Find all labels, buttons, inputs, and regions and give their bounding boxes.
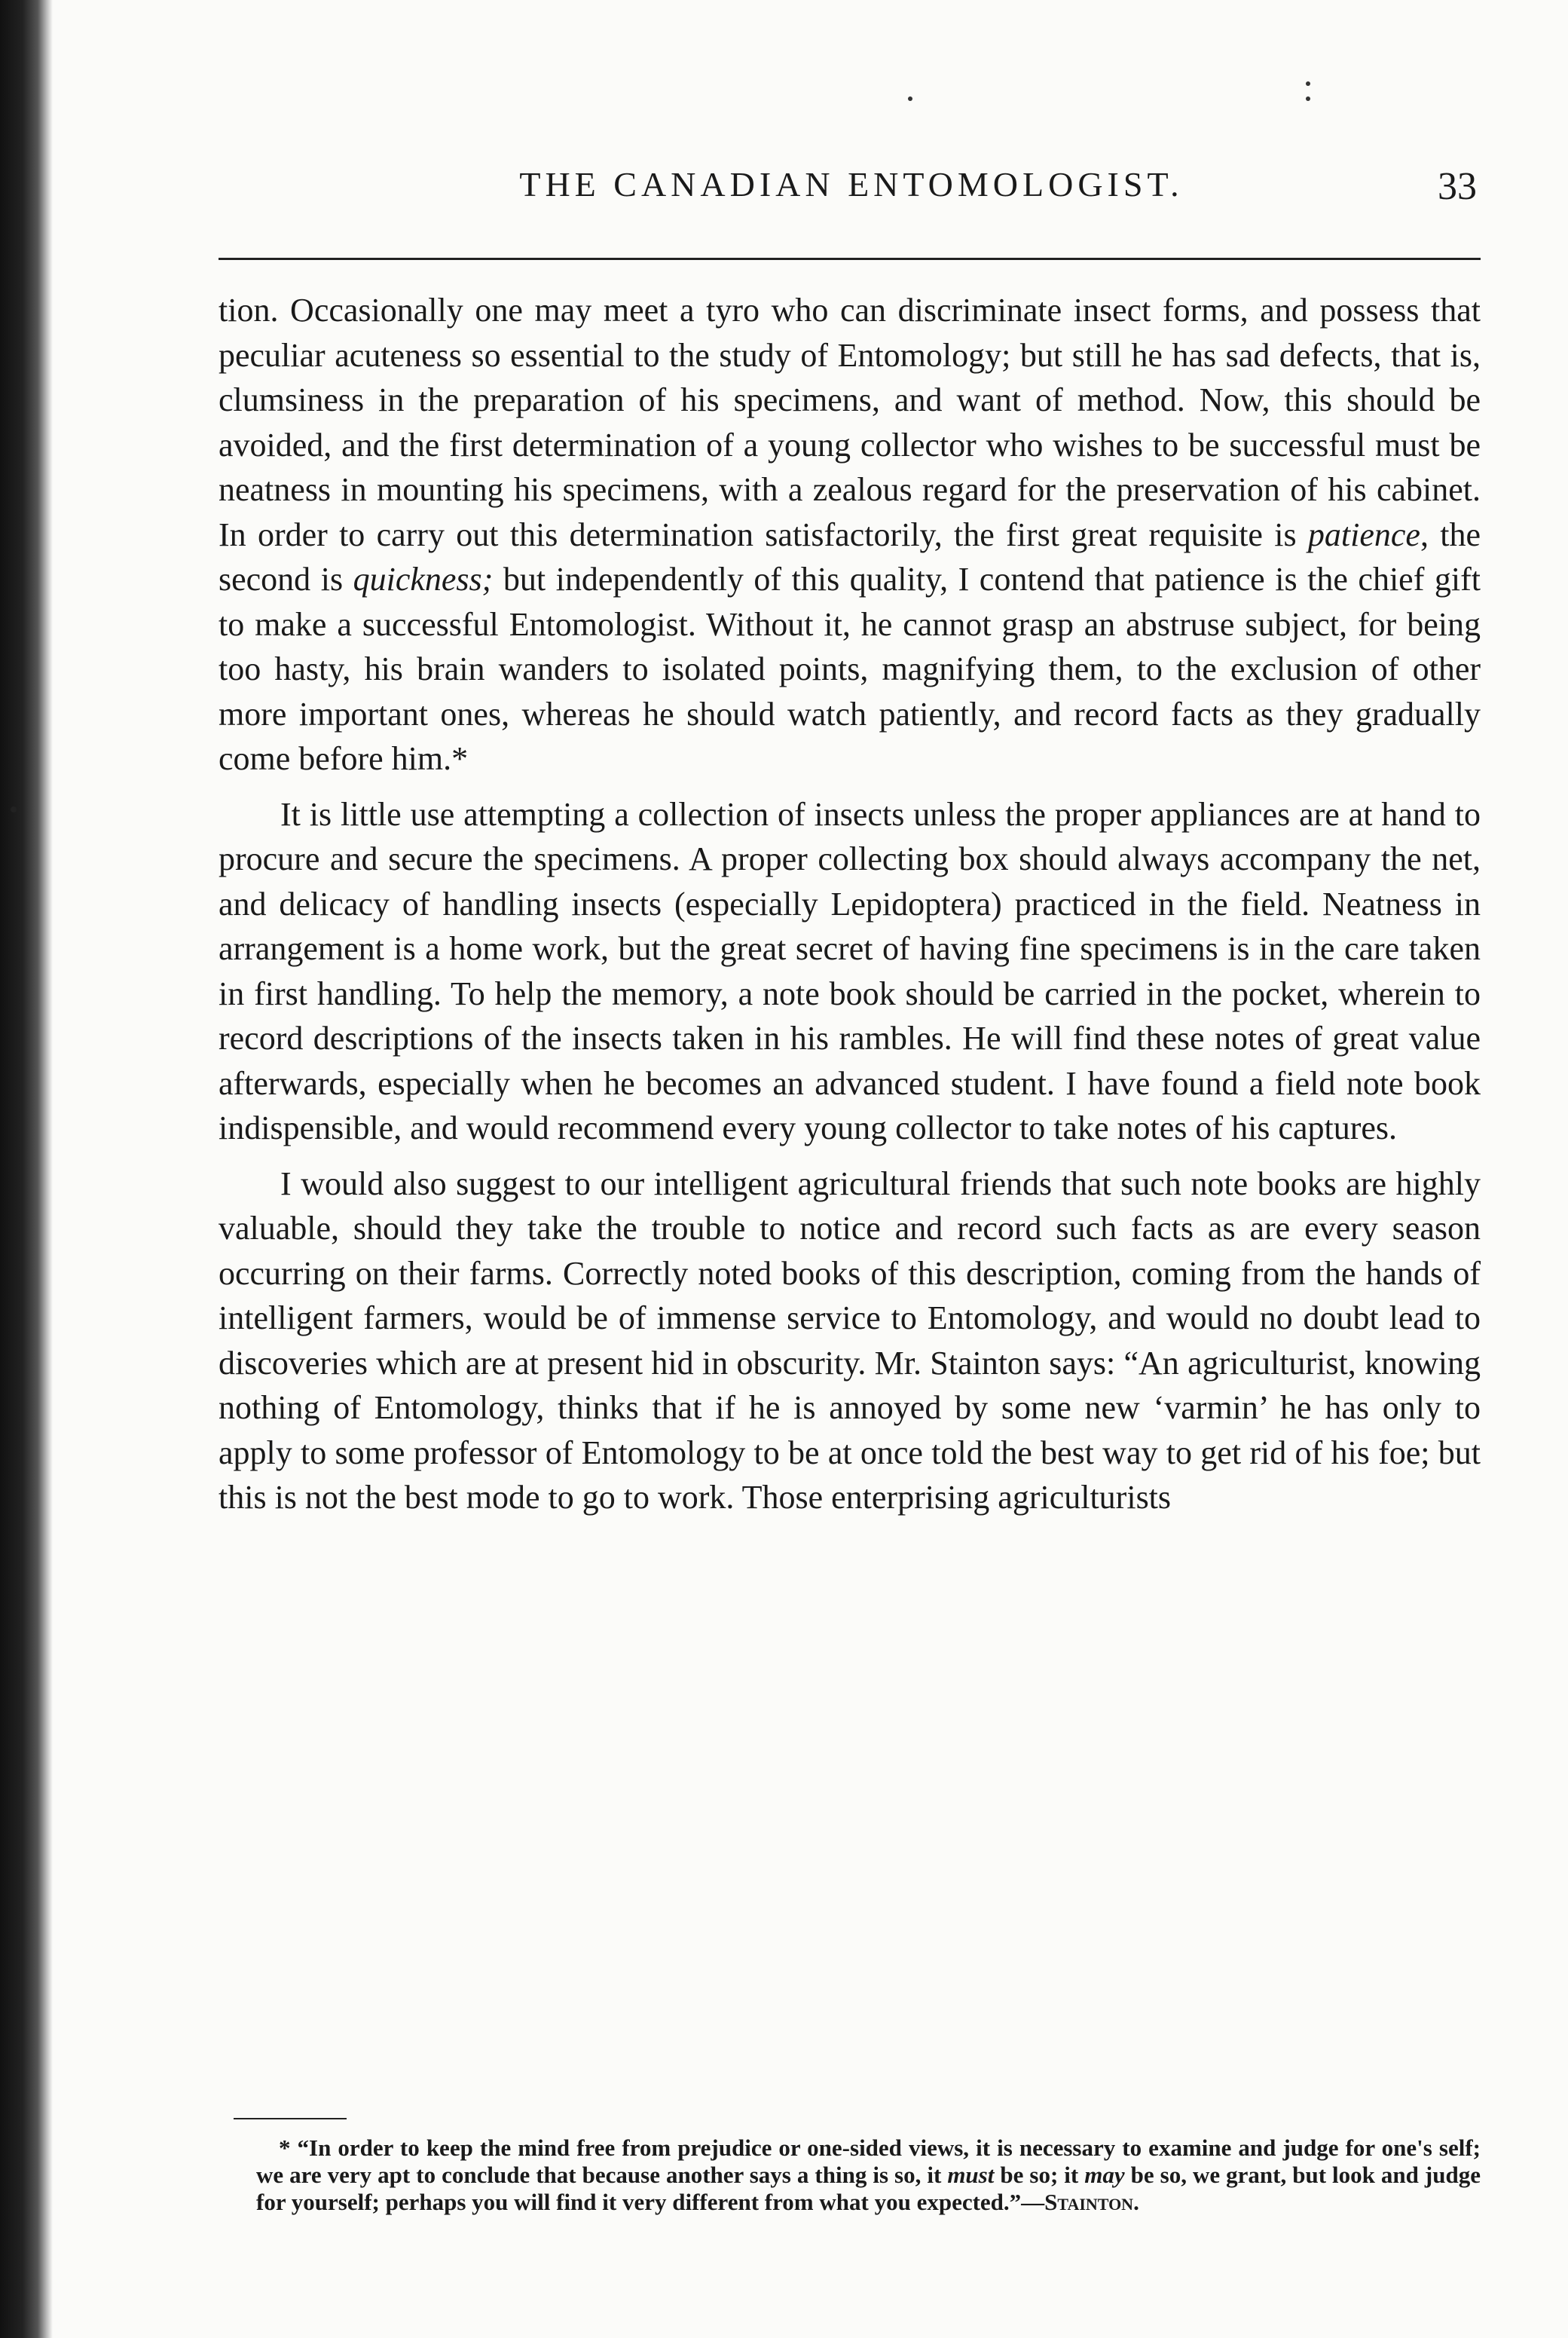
paragraph-2: It is little use attempting a collection of insects unless the proper appliances are at hand to procure and secure the specimens. A proper collecting box should always accompany the net, and delicacy of handling insects (especially Lepidoptera) practiced in the field. Neatness in arrangement is a home work, but the great secret of having fine specimens is in the care taken in first handling. To help the memory, a note book should be carried in the pocket, wherein to record descriptions of the insects taken in his rambles. He will find these notes of great value afterwards, especially when he becomes an advanced student. I have found a field note book indispensible, and would recommend every young collector to take notes of his captures. (219, 795, 1481, 1146)
page-binding-edge (0, 0, 53, 2338)
footnote-text-b: be so; it (994, 2162, 1085, 2188)
footnote (256, 2134, 1481, 2216)
binding-mark (11, 806, 17, 812)
running-title: THE CANADIAN ENTOMOLOGIST. (519, 165, 1184, 204)
footnote-italic-must: must (947, 2162, 995, 2188)
paragraph-3: I would also suggest to our intelligent agricultural friends that such note books are highly valuable, should they take the trouble to notice and record such facts as are every season occurring on their farms. Correctly noted books of this description, coming from the hands of intelligent farmers, would be of immense service to Entomology, and would no doubt lead to discoveries which are at present hid in obscurity. Mr. Stainton says: “An agriculturist, knowing nothing of Entomology, thinks that if he is annoyed by some new ‘varmin’ he has only to apply to some professor of Entomology to be at once told the best way to get rid of his foe; but this is not the best mode to go to work. Those enterprising agriculturists (219, 1164, 1481, 1516)
footnote-text-a: * “In order to keep the mind free from prejudice or one-sided views, it is necessary to examine and judge for one's self; we are very apt to conclude that because another says a thing is so, it (256, 2134, 1481, 2188)
paragraph-1-text-b: , the second is (219, 516, 1481, 598)
body-text (219, 288, 1481, 1531)
italic-patience: patience (1307, 516, 1420, 553)
page-header (226, 164, 1477, 232)
paragraph-1-text-a: tion. Occasionally one may meet a tyro who can discriminate insect forms, and possess that peculiar acuteness so essential to the study of Entomology; but still he has sad defects, that is, clumsiness in the preparation of his specimens, and want of method. Now, this should be avoided, and the first determination of a young collector who wishes to be successful must be neatness in mounting his specimens, with a zealous regard for the preservation of his cabinet. In order to carry out this determination satisfactorily, the first great requisite is (219, 292, 1481, 553)
italic-quickness: quickness; (353, 561, 494, 598)
paragraph-1 (219, 288, 1481, 782)
footnote-rule (234, 2118, 347, 2119)
page-number: 33 (1438, 165, 1477, 208)
stray-mark (908, 96, 912, 101)
stray-mark (1306, 81, 1310, 86)
footnote-text-c: be so, we grant, but look and judge for yourself; perhaps you will find it very different from what you expected.”— (256, 2162, 1481, 2215)
header-rule (219, 258, 1481, 260)
paragraph-1-text-c: but independently of this quality, I contend that patience is the chief gift to make a successful Entomologist. Without it, he cannot grasp an abstruse subject, for being too hasty, his brain wanders to isolated points, magnifying them, to the exclusion of other more important ones, whereas he should watch patiently, and record facts as they gradually come before him.* (219, 561, 1481, 777)
stray-mark (1306, 96, 1310, 101)
footnote-italic-may: may (1084, 2162, 1125, 2188)
footnote-author: Stainton. (1044, 2189, 1139, 2215)
